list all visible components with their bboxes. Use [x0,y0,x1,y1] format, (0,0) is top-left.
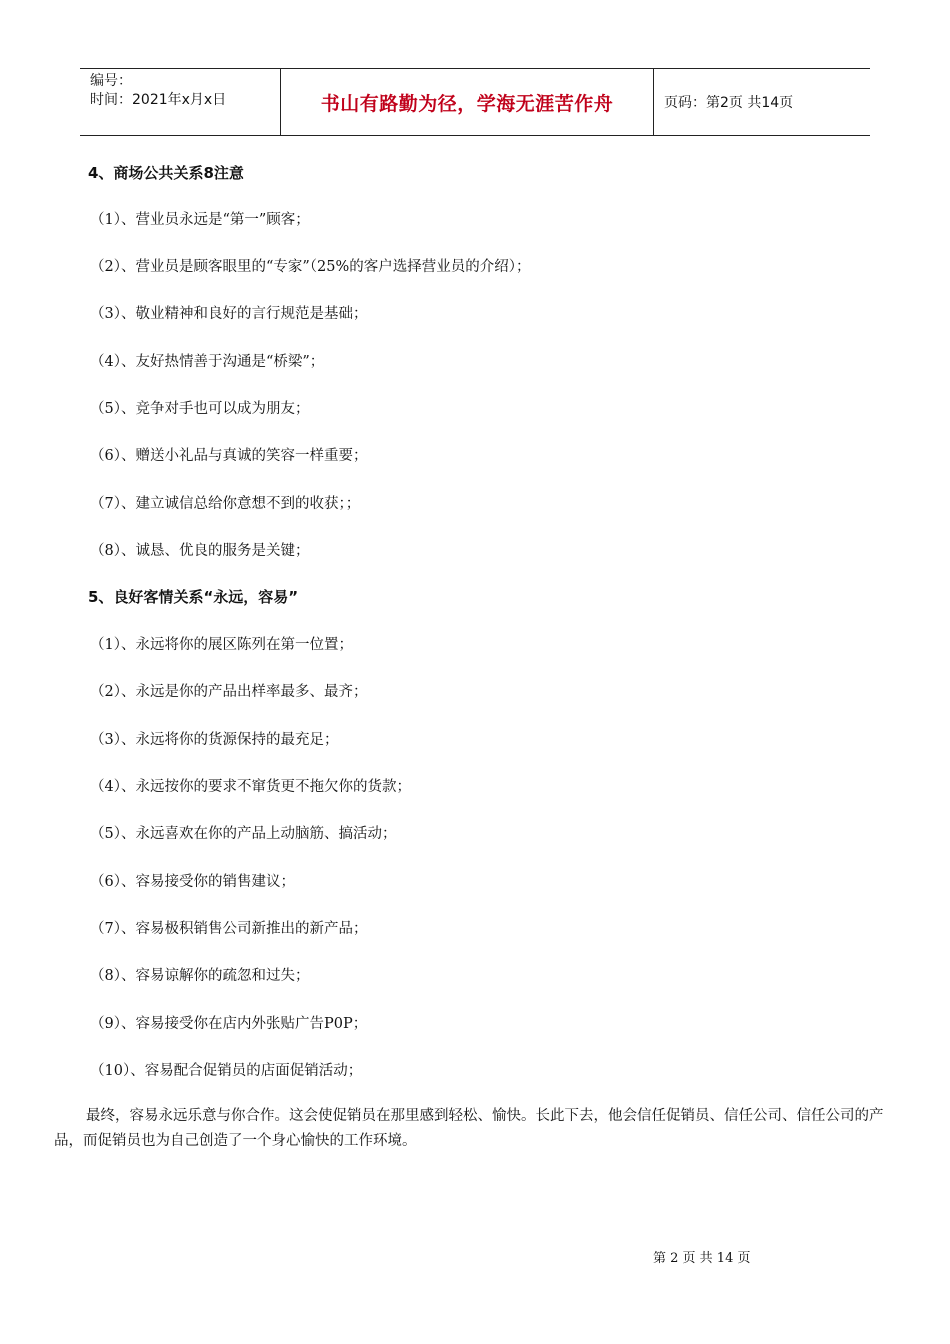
header-motto: 书山有路勤为径，学海无涯苦作舟 [320,92,614,115]
list-item: （5）、永远喜欢在你的产品上动脑筋、搞活动； [90,826,397,842]
header-motto-cell [281,69,654,135]
list-item: （2）、营业员是顾客眼里的“专家”（25%的客户选择营业员的介绍）； [90,259,531,275]
closing-paragraph: 最终，容易永远乐意与你合作。这会使促销员在那里感到轻松、愉快。长此下去，他会信任促销员、信任公司、信任公司的产品，而促销员也为自己创造了一个身心愉快的工作环境。 [54,1108,884,1149]
list-item: （7）、建立诚信总给你意想不到的收获；； [90,496,361,512]
section-5-heading: 5、良好客情关系“永远，容易” [88,588,299,606]
document-number-label: 编号： [90,73,132,89]
list-item: （9）、容易接受你在店内外张贴广告P0P； [90,1016,368,1032]
list-item: （8）、容易谅解你的疏忽和过失； [90,968,310,984]
document-time-label: 时间：2021年x月x日 [90,92,227,108]
document-header [80,68,870,136]
list-item: （1）、营业员永远是“第一”顾客； [90,212,310,228]
list-item: （3）、敬业精神和良好的言行规范是基础； [90,306,368,322]
list-item: （1）、永远将你的展区陈列在第一位置； [90,637,353,653]
list-item: （8）、诚恳、优良的服务是关键； [90,543,310,559]
header-meta-cell [80,69,281,135]
list-item: （6）、容易接受你的销售建议； [90,874,295,890]
list-item: （4）、友好热情善于沟通是“桥梁”； [90,354,325,370]
header-page-cell [654,69,870,135]
header-page-info: 页码：第2页 共14页 [664,95,794,111]
list-item: （7）、容易极积销售公司新推出的新产品； [90,921,368,937]
page-footer: 第 2 页 共 14 页 [653,1251,751,1266]
section-4-heading: 4、商场公共关系8注意 [88,164,244,182]
list-item: （10）、容易配合促销员的店面促销活动； [90,1063,363,1079]
list-item: （5）、竞争对手也可以成为朋友； [90,401,310,417]
list-item: （3）、永远将你的货源保持的最充足； [90,732,339,748]
list-item: （2）、永远是你的产品出样率最多、最齐； [90,684,368,700]
list-item: （6）、赠送小礼品与真诚的笑容一样重要； [90,448,368,464]
list-item: （4）、永远按你的要求不窜货更不拖欠你的货款； [90,779,411,795]
